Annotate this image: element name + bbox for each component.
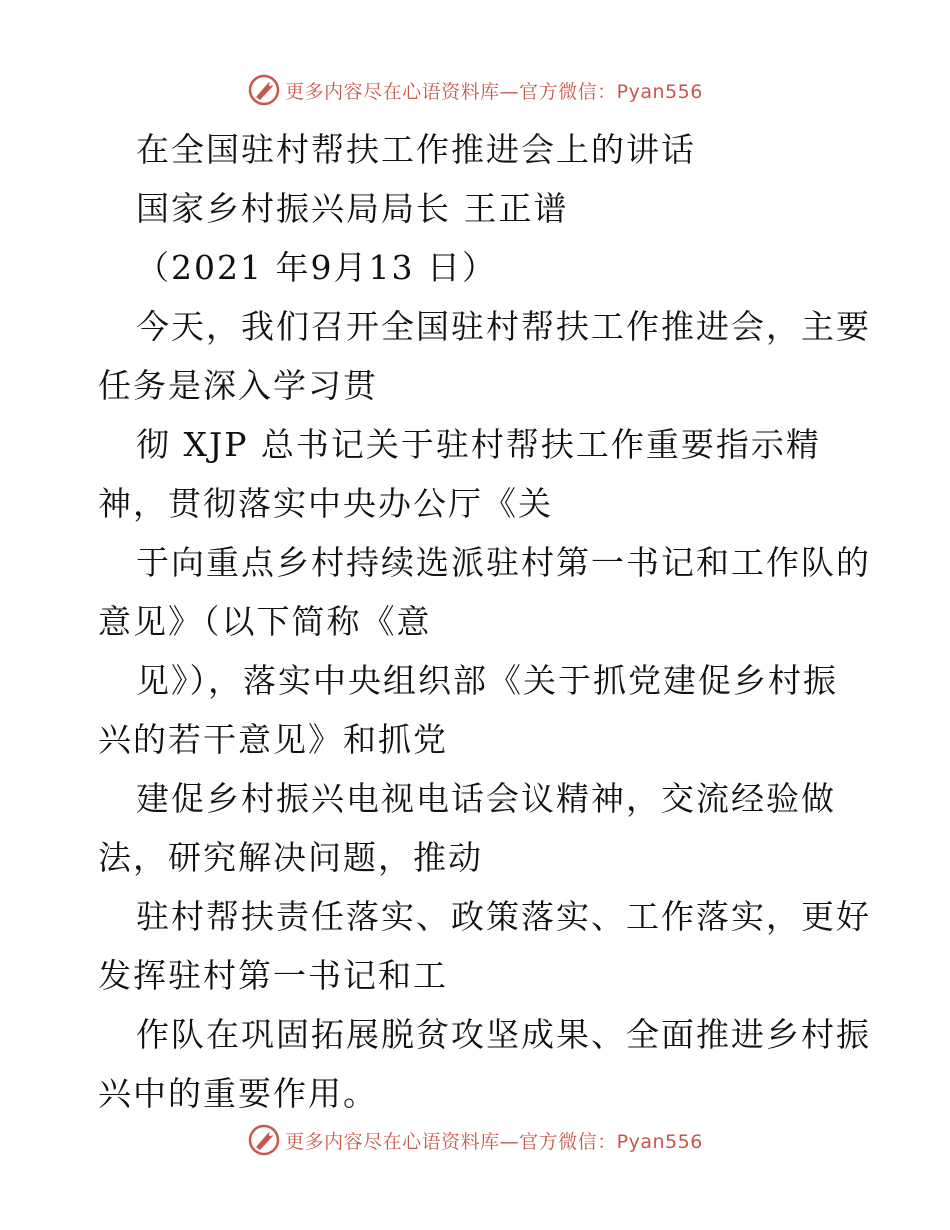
text-line: 国家乡村振兴局局长 王正谱 (136, 189, 569, 228)
watermark-text: 更多内容尽在心语资料库—官方微信：Pyan556 (285, 80, 703, 103)
text-line: 兴中的重要作用。 (98, 1074, 378, 1113)
text-line: 彻 XJP 总书记关于驻村帮扶工作重要指示精 (136, 425, 821, 464)
text-line: 见》），落实中央组织部《关于抓党建促乡村振 (136, 661, 838, 700)
pen-nib-logo-icon (247, 73, 281, 107)
text-line: 于向重点乡村持续选派驻村第一书记和工作队的 (136, 543, 871, 582)
text-line: 在全国驻村帮扶工作推进会上的讲话 (136, 130, 696, 169)
text-line: （2021 年9月13 日） (136, 248, 497, 287)
document-body (98, 120, 871, 1123)
text-line: 发挥驻村第一书记和工 (98, 956, 448, 995)
text-line: 今天，我们召开全国驻村帮扶工作推进会，主要 (136, 307, 871, 346)
pen-nib-logo-icon (247, 1123, 281, 1157)
text-line: 任务是深入学习贯 (98, 366, 378, 405)
text-line: 法，研究解决问题，推动 (98, 838, 483, 877)
text-line: 作队在巩固拓展脱贫攻坚成果、全面推进乡村振 (136, 1015, 871, 1054)
text-line: 驻村帮扶责任落实、政策落实、工作落实，更好 (136, 897, 871, 936)
header-watermark-banner (0, 70, 950, 110)
text-line: 意见》（以下简称《意 (98, 602, 432, 641)
text-line: 兴的若干意见》和抓党 (98, 720, 448, 759)
text-line: 神，贯彻落实中央办公厅《关 (98, 484, 553, 523)
text-line: 建促乡村振兴电视电话会议精神，交流经验做 (136, 779, 836, 818)
footer-watermark-banner (0, 1120, 950, 1160)
watermark-text: 更多内容尽在心语资料库—官方微信：Pyan556 (285, 1130, 703, 1153)
